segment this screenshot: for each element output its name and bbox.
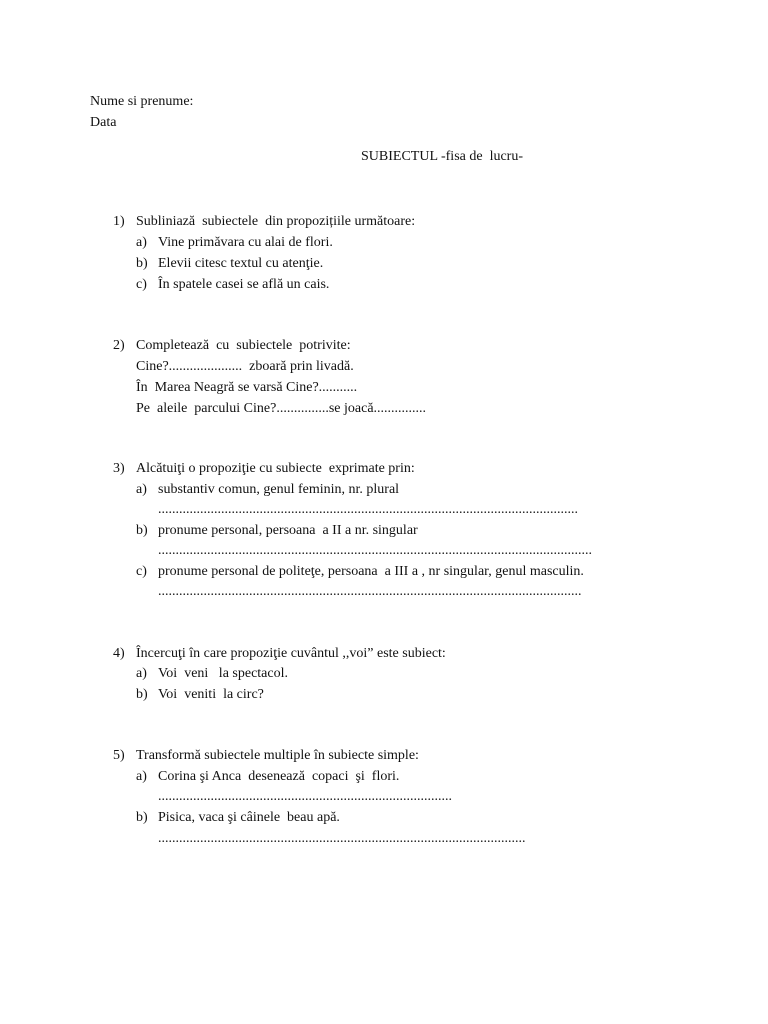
- q1-prompt: Subliniază subiectele din propozițiile următoare:: [136, 214, 416, 229]
- q1-item-b-marker: b): [136, 256, 148, 271]
- q2-number: 2): [113, 338, 125, 353]
- name-label: Nume si prenume:: [90, 94, 194, 109]
- q3-item-c-answer: .........................................................................................................................: [158, 584, 582, 599]
- q1-item-a-marker: a): [136, 235, 147, 250]
- q3-item-c-marker: c): [136, 564, 147, 579]
- q1-item-c-marker: c): [136, 277, 147, 292]
- q1-item-c: În spatele casei se află un cais.: [158, 277, 330, 292]
- q3-item-b: pronume personal, persoana a II a nr. singular: [158, 523, 418, 538]
- q4-item-a-marker: a): [136, 666, 147, 681]
- q3-item-b-marker: b): [136, 523, 148, 538]
- q3-item-b-answer: ............................................................................................................................: [158, 543, 592, 558]
- date-label: Data: [90, 115, 117, 130]
- q4-item-b: Voi veniti la circ?: [158, 687, 264, 702]
- q3-item-c: pronume personal de politeţe, persoana a III a , nr singular, genul masculin.: [158, 564, 584, 579]
- q5-number: 5): [113, 748, 125, 763]
- q5-item-a: Corina şi Anca desenează copaci şi flori.: [158, 769, 400, 784]
- q4-prompt: Încercuţi în care propoziţie cuvântul ,,voi” este subiect:: [136, 646, 446, 661]
- q5-item-b: Pisica, vaca şi câinele beau apă.: [158, 810, 340, 825]
- q5-item-a-marker: a): [136, 769, 147, 784]
- q3-item-a-answer: ........................................................................................................................: [158, 502, 578, 517]
- q2-line-3: Pe aleile parcului Cine?...............se joacă...............: [136, 401, 427, 416]
- q3-item-a: substantiv comun, genul feminin, nr. plural: [158, 482, 400, 497]
- q4-number: 4): [113, 646, 125, 661]
- q2-prompt: Completează cu subiectele potrivite:: [136, 338, 351, 353]
- q4-item-a: Voi veni la spectacol.: [158, 666, 288, 681]
- q3-number: 3): [113, 461, 125, 476]
- q3-prompt: Alcătuiţi o propoziţie cu subiecte exprimate prin:: [136, 461, 415, 476]
- q2-line-2: În Marea Neagră se varsă Cine?...........: [136, 380, 358, 395]
- q5-prompt: Transformă subiectele multiple în subiecte simple:: [136, 748, 419, 763]
- q3-item-a-marker: a): [136, 482, 147, 497]
- q5-item-a-answer: ....................................................................................: [158, 789, 452, 804]
- q2-line-1: Cine?..................... zboară prin livadă.: [136, 359, 354, 374]
- q5-item-b-marker: b): [136, 810, 148, 825]
- q1-number: 1): [113, 214, 125, 229]
- q4-item-b-marker: b): [136, 687, 148, 702]
- q1-item-a: Vine primăvara cu alai de flori.: [158, 235, 333, 250]
- q5-item-b-answer: .........................................................................................................: [158, 831, 526, 846]
- page-title: SUBIECTUL -fisa de lucru-: [361, 149, 523, 164]
- q1-item-b: Elevii citesc textul cu atenţie.: [158, 256, 324, 271]
